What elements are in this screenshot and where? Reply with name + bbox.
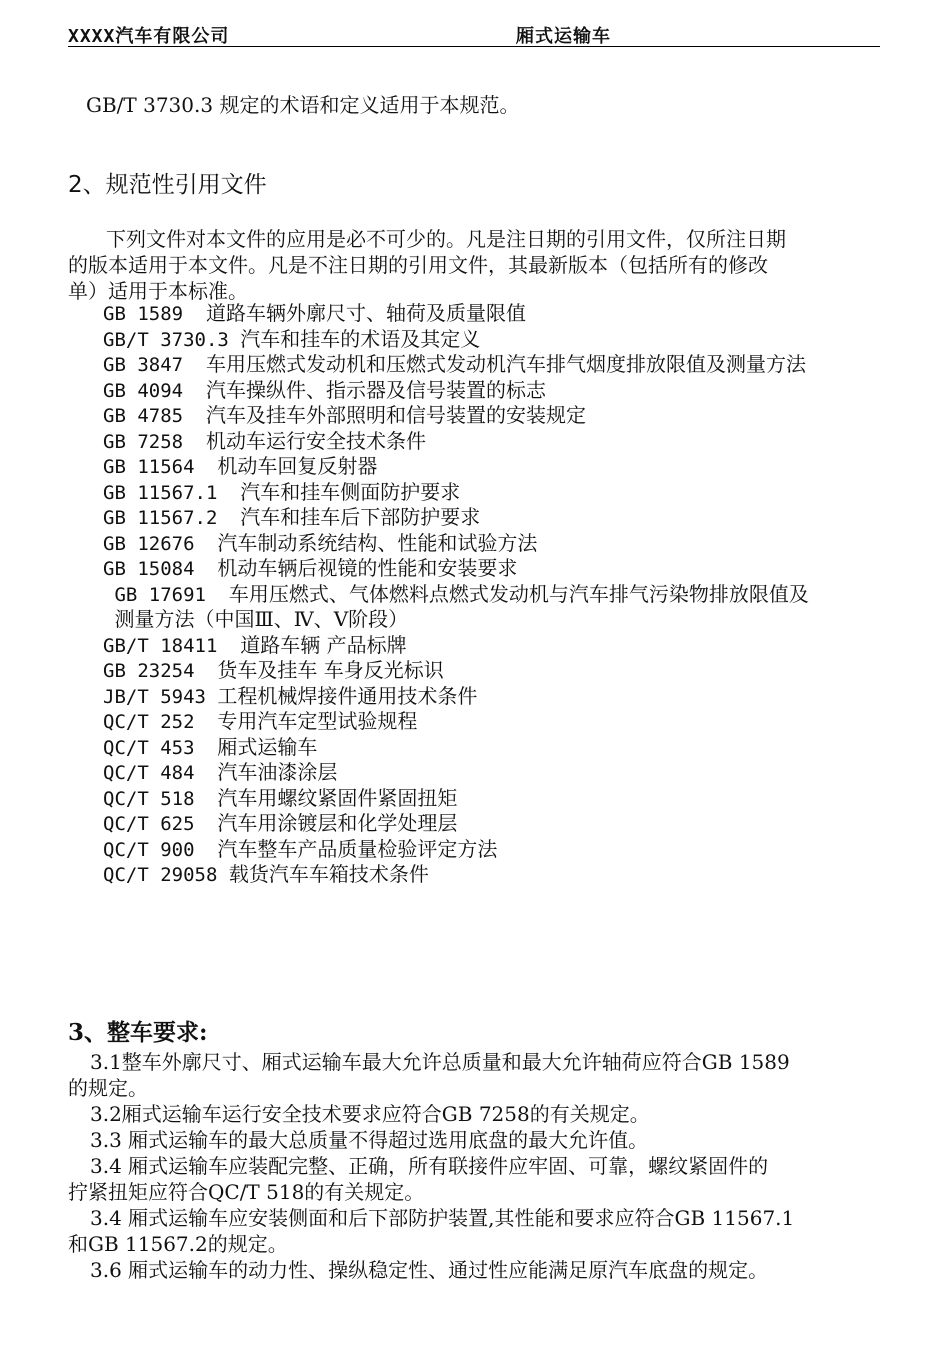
reference-item xyxy=(103,582,893,608)
reference-title: 工程机械焊接件通用技术条件 xyxy=(217,683,478,708)
reference-title: 汽车和挂车侧面防护要求 xyxy=(240,479,461,504)
reference-title: 测量方法（中国Ⅲ、Ⅳ、Ⅴ阶段） xyxy=(114,607,409,631)
reference-title: 汽车用涂镀层和化学处理层 xyxy=(217,811,458,835)
reference-title: 汽车用螺纹紧固件紧固扭矩 xyxy=(217,785,458,810)
reference-item xyxy=(103,837,893,863)
reference-code: QC/T 484 xyxy=(103,762,195,784)
reference-gap xyxy=(195,660,218,682)
reference-item xyxy=(103,403,893,429)
reference-code: QC/T 29058 xyxy=(103,864,218,886)
section2-para-line-2: 的版本适用于本文件。凡是不注日期的引用文件，其最新版本（包括所有的修改 xyxy=(68,253,768,277)
section3-line-9: 3.6 厢式运输车的动力性、操纵稳定性、通过性应能满足原汽车底盘的规定。 xyxy=(90,1258,769,1282)
reference-code: QC/T 252 xyxy=(103,711,195,733)
reference-title: 汽车操纵件、指示器及信号装置的标志 xyxy=(205,377,546,402)
reference-title: 车用压燃式、气体燃料点燃式发动机与汽车排气污染物排放限值及 xyxy=(228,581,809,606)
reference-gap xyxy=(195,558,218,580)
reference-code: GB 17691 xyxy=(103,583,206,606)
reference-item xyxy=(103,607,893,633)
reference-item xyxy=(103,786,893,812)
section3-line-1: 3.1整车外廓尺寸、厢式运输车最大允许总质量和最大允许轴荷应符合GB 1589 xyxy=(90,1050,790,1074)
reference-item xyxy=(103,454,893,480)
reference-gap xyxy=(183,431,206,453)
header-company: XXXX汽车有限公司 xyxy=(68,26,230,47)
page-header xyxy=(68,20,880,47)
reference-title: 汽车制动系统结构、性能和试验方法 xyxy=(217,530,538,555)
reference-code: GB 11567.2 xyxy=(103,507,218,529)
reference-code: QC/T 625 xyxy=(103,813,195,835)
reference-gap xyxy=(206,584,229,606)
reference-title: 货车及挂车 车身反光标识 xyxy=(217,658,444,682)
reference-gap xyxy=(195,788,218,810)
reference-item xyxy=(103,480,893,506)
section3-line-6: 拧紧扭矩应符合QC/T 518的有关规定。 xyxy=(68,1180,425,1204)
reference-title: 机动车辆后视镜的性能和安装要求 xyxy=(217,556,518,580)
reference-code: GB/T 18411 xyxy=(103,634,218,657)
reference-gap xyxy=(217,482,240,504)
reference-title: 汽车整车产品质量检验评定方法 xyxy=(217,836,498,861)
reference-item xyxy=(103,301,893,327)
section2-heading: 2、规范性引用文件 xyxy=(68,172,267,198)
reference-code: GB 23254 xyxy=(103,660,195,682)
reference-item xyxy=(103,378,893,404)
section3-line-8: 和GB 11567.2的规定。 xyxy=(68,1232,288,1256)
reference-gap xyxy=(183,405,206,427)
reference-item xyxy=(103,429,893,455)
reference-code: QC/T 900 xyxy=(103,838,195,861)
reference-item xyxy=(103,633,893,659)
section3-line-4: 3.3 厢式运输车的最大总质量不得超过选用底盘的最大允许值。 xyxy=(90,1128,649,1152)
reference-item xyxy=(103,684,893,710)
reference-title: 机动车运行安全技术条件 xyxy=(205,428,426,453)
reference-code: GB 12676 xyxy=(103,532,195,555)
reference-code: QC/T 518 xyxy=(103,787,195,810)
reference-gap xyxy=(217,507,240,529)
reference-title: 车用压燃式发动机和压燃式发动机汽车排气烟度排放限值及测量方法 xyxy=(205,352,806,376)
reference-gap xyxy=(195,456,218,478)
reference-item xyxy=(103,327,893,353)
reference-gap xyxy=(195,813,218,835)
reference-gap xyxy=(195,533,218,555)
reference-title: 道路车辆外廓尺寸、轴荷及质量限值 xyxy=(205,301,526,325)
intro-line: GB/T 3730.3 规定的术语和定义适用于本规范。 xyxy=(86,93,520,117)
reference-item xyxy=(103,811,893,837)
reference-title: 汽车油漆涂层 xyxy=(217,760,338,784)
section3-heading: 3、整车要求: xyxy=(68,1019,208,1046)
reference-gap xyxy=(183,354,206,376)
reference-code: GB 3847 xyxy=(103,354,184,376)
reference-title: 汽车和挂车后下部防护要求 xyxy=(240,505,481,529)
reference-gap xyxy=(195,762,218,784)
reference-code: GB 11567.1 xyxy=(103,481,218,504)
reference-code: GB 11564 xyxy=(103,456,195,478)
reference-gap xyxy=(195,737,218,759)
section3-line-7: 3.4 厢式运输车应安装侧面和后下部防护装置,其性能和要求应符合GB 11567.1 xyxy=(90,1206,795,1230)
reference-code: JB/T 5943 xyxy=(103,685,206,708)
section3-line-2: 的规定。 xyxy=(68,1076,148,1100)
reference-code: GB/T 3730.3 xyxy=(103,328,229,351)
reference-code: GB 4785 xyxy=(103,405,184,427)
reference-item xyxy=(103,531,893,557)
reference-item xyxy=(103,505,893,531)
reference-title: 机动车回复反射器 xyxy=(217,454,378,478)
reference-gap xyxy=(195,839,218,861)
section3-line-5: 3.4 厢式运输车应装配完整、正确，所有联接件应牢固、可靠，螺纹紧固件的 xyxy=(90,1154,769,1178)
reference-gap xyxy=(217,864,228,886)
reference-title: 载货汽车车箱技术条件 xyxy=(228,862,429,886)
reference-code xyxy=(103,608,114,634)
reference-title: 汽车及挂车外部照明和信号装置的安装规定 xyxy=(205,403,586,427)
reference-item xyxy=(103,760,893,786)
reference-item xyxy=(103,735,893,761)
reference-item xyxy=(103,556,893,582)
reference-title: 道路车辆 产品标牌 xyxy=(240,632,407,657)
reference-gap xyxy=(195,711,218,733)
reference-code: GB 1589 xyxy=(103,303,184,325)
reference-title: 厢式运输车 xyxy=(217,734,318,759)
reference-code: GB 15084 xyxy=(103,558,195,580)
section3-line-3: 3.2厢式运输车运行安全技术要求应符合GB 7258的有关规定。 xyxy=(90,1102,650,1126)
reference-code: GB 4094 xyxy=(103,379,184,402)
reference-title: 汽车和挂车的术语及其定义 xyxy=(240,326,481,351)
reference-gap xyxy=(183,380,206,402)
header-doc-title: 厢式运输车 xyxy=(516,26,611,47)
reference-gap xyxy=(217,635,240,657)
reference-item xyxy=(103,352,893,378)
reference-item xyxy=(103,862,893,888)
reference-item xyxy=(103,709,893,735)
section2-para-line-3: 单）适用于本标准。 xyxy=(68,279,248,303)
reference-item xyxy=(103,658,893,684)
reference-code: QC/T 453 xyxy=(103,736,195,759)
reference-list xyxy=(103,301,893,888)
reference-code: GB 7258 xyxy=(103,430,184,453)
reference-gap xyxy=(183,303,206,325)
reference-gap xyxy=(229,329,240,351)
reference-gap xyxy=(206,686,217,708)
reference-title: 专用汽车定型试验规程 xyxy=(217,709,418,733)
section2-para-line-1: 下列文件对本文件的应用是必不可少的。凡是注日期的引用文件，仅所注日期 xyxy=(106,227,786,251)
